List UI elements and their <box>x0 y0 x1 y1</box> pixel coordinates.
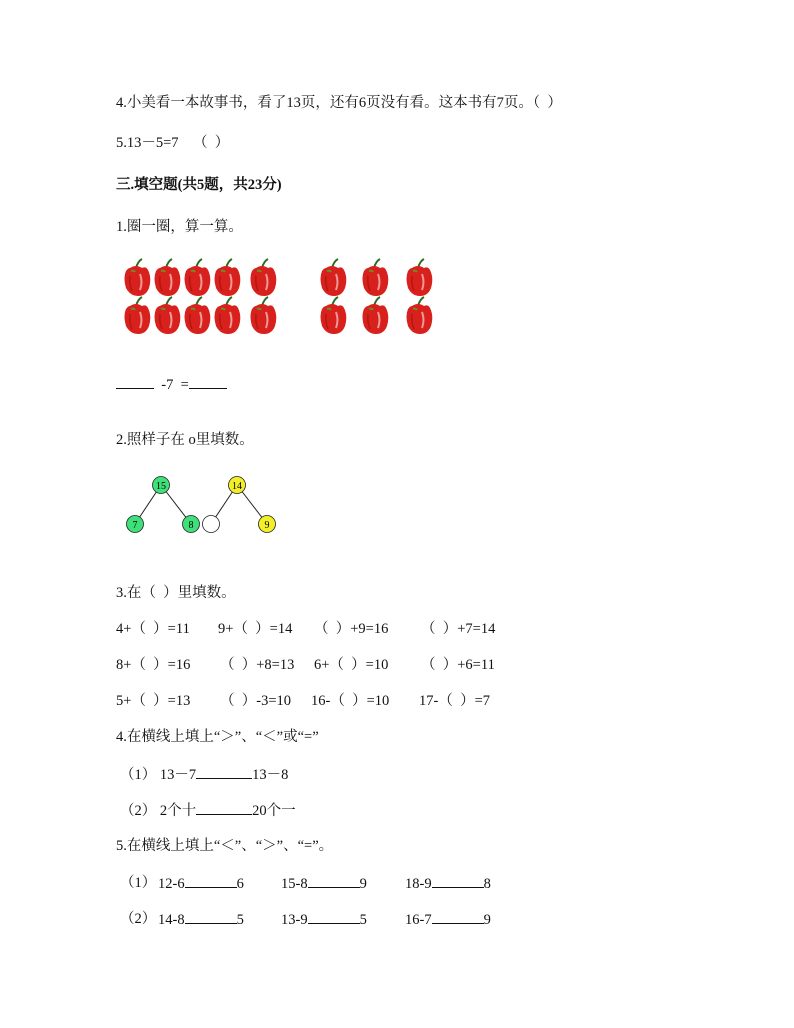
equation: （ ）+8=13 <box>220 657 295 673</box>
compare-right: 9 <box>483 912 491 928</box>
equation: （ ）+6=11 <box>421 657 495 673</box>
node-14 <box>229 477 246 494</box>
fill-question-1-prompt: 1.圈一圈，算一算。 <box>116 219 243 235</box>
pepper <box>185 259 211 296</box>
compare-right: 6 <box>236 876 244 892</box>
equation: （ ）-3=10 <box>220 693 292 709</box>
node-label: 15 <box>156 481 166 492</box>
answer-blank[interactable] <box>308 909 360 924</box>
equation: 6+（ ）=10 <box>314 657 389 673</box>
fill-question-4-prompt: 4.在横线上填上“＞”、“＜”或“=” <box>116 729 319 745</box>
compare-left: （1） 13－7 <box>120 767 197 783</box>
compare-item <box>158 873 244 894</box>
equation: 9+（ ）=14 <box>218 621 293 637</box>
fill-question-5-prompt: 5.在横线上填上“＜”、“＞”、“=”。 <box>116 838 334 854</box>
answer-blank[interactable] <box>432 909 484 924</box>
answer-blank[interactable] <box>116 374 154 389</box>
compare-right: 8 <box>483 876 491 892</box>
equation: 5+（ ）=13 <box>116 693 191 709</box>
fill-row-3 <box>116 691 716 711</box>
pepper <box>321 259 347 296</box>
node-label: 7 <box>132 520 138 531</box>
compare-left: （2） 2个十 <box>120 803 197 819</box>
compare-right: 5 <box>236 912 244 928</box>
equation: 4+（ ）=11 <box>116 621 190 637</box>
row-label: （1） <box>120 875 157 891</box>
compare-right: 5 <box>359 912 367 928</box>
compare-item-2 <box>120 800 296 821</box>
pepper <box>251 259 277 296</box>
pepper <box>185 297 211 334</box>
equation: 16-（ ）=10 <box>311 693 390 709</box>
pepper <box>251 297 277 334</box>
fill-question-3-prompt: 3.在（ ）里填数。 <box>116 585 236 601</box>
compare-left: 16-7 <box>405 912 432 928</box>
fill-question-2-prompt: 2.照样子在 o里填数。 <box>116 432 254 448</box>
node-15 <box>153 477 170 494</box>
equation: （ ）+9=16 <box>314 621 389 637</box>
compare-item-1 <box>120 764 288 785</box>
row-label: （2） <box>120 911 157 927</box>
compare-right: 20个一 <box>252 803 296 819</box>
pepper <box>407 259 433 296</box>
node-label: 9 <box>264 520 270 531</box>
compare-item <box>281 909 367 930</box>
compare-left: 18-9 <box>405 876 432 892</box>
answer-blank[interactable] <box>189 374 227 389</box>
compare-row-1 <box>120 873 720 893</box>
pepper-illustration <box>120 256 440 336</box>
judge-question-4: 4.小美看一本故事书，看了13页，还有6页没有看。这本书有7页。（ ） <box>116 95 562 111</box>
node-label: 14 <box>232 481 242 492</box>
pepper <box>215 297 241 334</box>
compare-item <box>281 873 367 894</box>
answer-blank[interactable] <box>196 800 252 815</box>
judge-question-5: 5.13－5=7 （ ） <box>116 135 230 151</box>
pepper <box>155 297 181 334</box>
node-9 <box>259 516 276 533</box>
node-label: 8 <box>188 520 194 531</box>
pepper <box>125 259 151 296</box>
fill-row-2 <box>116 655 716 675</box>
answer-blank[interactable] <box>185 873 237 888</box>
number-split-diagram <box>120 472 290 536</box>
answer-blank[interactable] <box>196 764 252 779</box>
pepper <box>321 297 347 334</box>
answer-blank[interactable] <box>432 873 484 888</box>
pepper <box>407 297 433 334</box>
node-7 <box>127 516 144 533</box>
compare-item <box>158 909 244 930</box>
pepper <box>363 259 389 296</box>
pepper <box>155 259 181 296</box>
equation: 17-（ ）=7 <box>419 693 491 709</box>
compare-left: 15-8 <box>281 876 308 892</box>
compare-left: 13-9 <box>281 912 308 928</box>
equation-text: -7 = <box>154 377 189 393</box>
compare-right: 13－8 <box>252 767 289 783</box>
fill-question-1-equation <box>116 374 227 395</box>
compare-row-2 <box>120 909 720 929</box>
pepper <box>363 297 389 334</box>
answer-blank[interactable] <box>185 909 237 924</box>
node-8 <box>183 516 200 533</box>
node-empty <box>203 516 220 533</box>
compare-right: 9 <box>359 876 367 892</box>
compare-left: 12-6 <box>158 876 185 892</box>
compare-left: 14-8 <box>158 912 185 928</box>
section-title: 三.填空题(共5题，共23分) <box>116 177 282 193</box>
compare-item <box>405 909 491 930</box>
answer-blank[interactable] <box>308 873 360 888</box>
fill-row-1 <box>116 619 716 639</box>
pepper <box>125 297 151 334</box>
equation: 8+（ ）=16 <box>116 657 191 673</box>
compare-item <box>405 873 491 894</box>
equation: （ ）+7=14 <box>421 621 496 637</box>
pepper <box>215 259 241 296</box>
